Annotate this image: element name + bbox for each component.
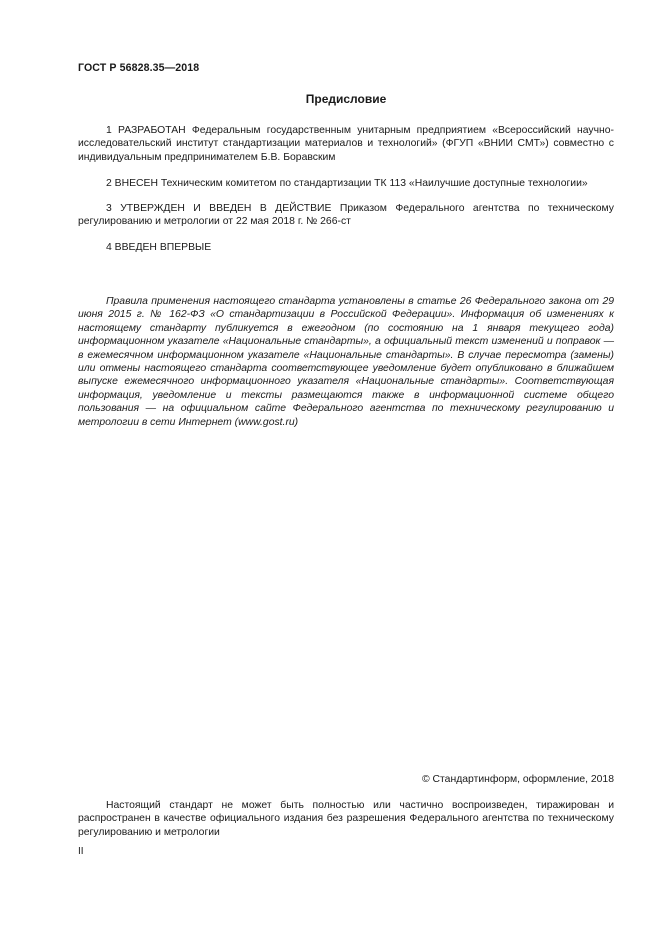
foreword-item-introduced: 2 ВНЕСЕН Техническим комитетом по стандартизации ТК 113 «Наилучшие доступные технологии» bbox=[106, 178, 588, 189]
document-code: ГОСТ Р 56828.35—2018 bbox=[78, 62, 200, 74]
copyright-line: © Стандартинформ, оформление, 2018 bbox=[421, 774, 614, 785]
foreword-item-first-introduced: 4 ВВЕДЕН ВПЕРВЫЕ bbox=[106, 242, 212, 253]
foreword-item-approved: 3 УТВЕРЖДЕН И ВВЕДЕН В ДЕЙСТВИЕ Приказом Федерального агентства по техническому регулированию и метрологии от 22 мая 2018 г. № 266-ст bbox=[78, 203, 614, 228]
foreword-item-developed: 1 РАЗРАБОТАН Федеральным государственным унитарным предприятием «Всероссийский научно-исследовательский институт стандартизации материалов и технологий» (ФГУП «ВНИИ СМТ») совместно с индивидуальным предпринимателем Б.В. Боравским bbox=[78, 125, 614, 163]
foreword-title: Предисловие bbox=[305, 92, 387, 106]
page-number: II bbox=[78, 846, 84, 857]
reprint-restriction-notice: Настоящий стандарт не может быть полностью или частично воспроизведен, тиражирован и распространен в качестве официального издания без разрешения Федерального агентства по техническому регулированию и метрологии bbox=[78, 800, 614, 838]
application-rules-notice: Правила применения настоящего стандарта установлены в статье 26 Федерального закона от 29 июня 2015 г. № 162-ФЗ «О стандартизации в Российской Федерации». Информация об изменениях к настоящему стандарту публикуется в ежегодном (по состоянию на 1 января текущего года) информационном указателе «Национальные стандарты», а официальный текст изменений и поправок — в ежемесячном информационном указателе «Национальные стандарты». В случае пересмотра (замены) или отмены настоящего стандарта соответствующее уведомление будет опубликовано в ближайшем выпуске ежемесячного информационного указателя «Национальные стандарты». Соответствующая информация, уведомление и тексты размещаются также в информационной системе общего пользования — на официальном сайте Федерального агентства по техническому регулированию и метрологии в сети Интернет (www.gost.ru) bbox=[78, 296, 614, 428]
